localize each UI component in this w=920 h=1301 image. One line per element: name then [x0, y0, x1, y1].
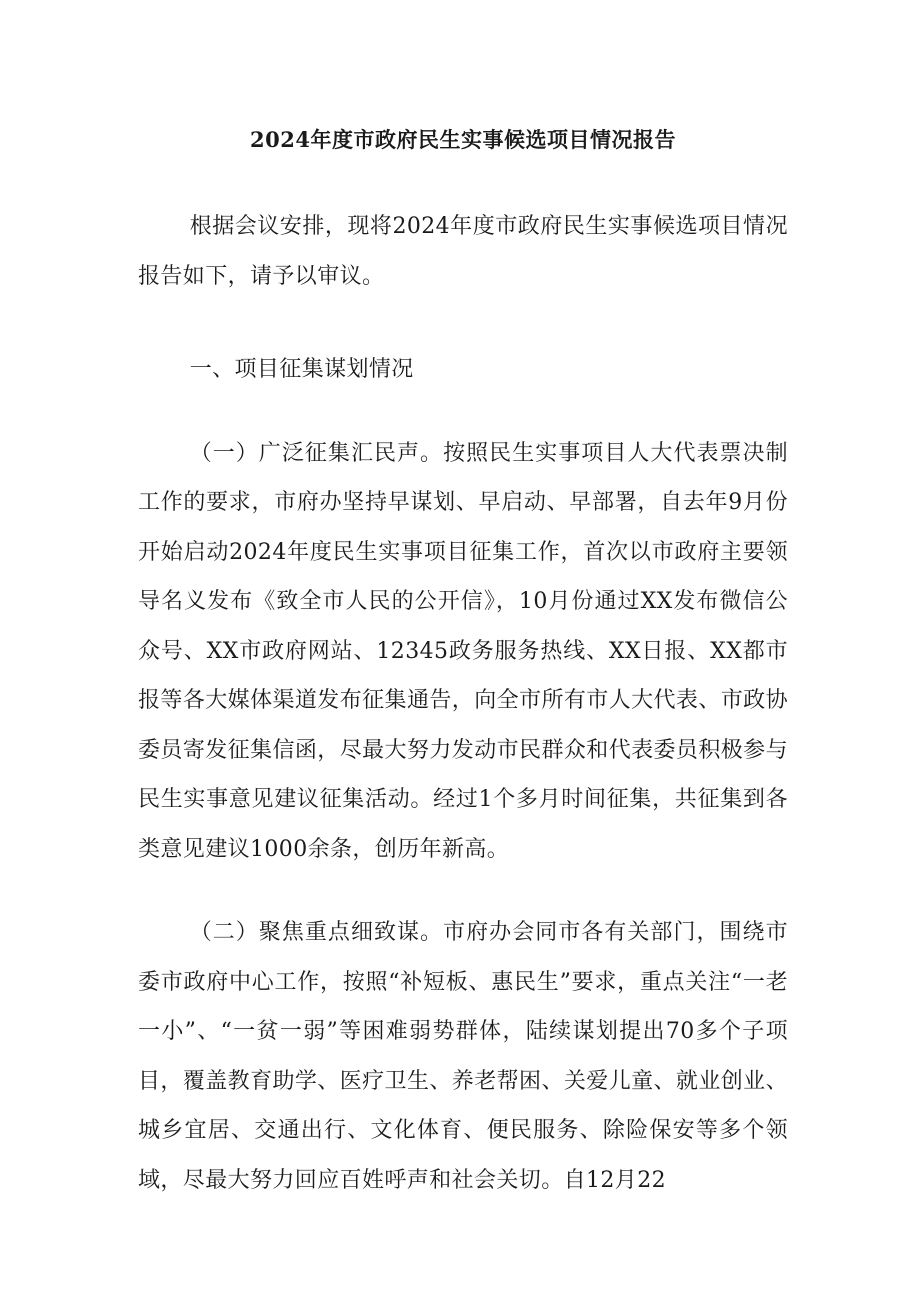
intro-paragraph: 根据会议安排，现将2024年度市政府民生实事候选项目情况报告如下，请予以审议。	[138, 214, 788, 289]
document-title: 2024年度市政府民生实事候选项目情况报告	[250, 127, 676, 152]
subsection-paragraph-one: （一）广泛征集汇民声。按照民生实事项目人大代表票决制工作的要求，市府办坚持早谋划、早启动、早部署，自去年9月份开始启动2024年度民生实事项目征集工作，首次以市政府主要领导名义发布《致全市人民的公开信》，10月份通过XX发布微信公众号、XX市政府网站、12345政务服务热线、XX日报、XX都市报等各大媒体渠道发布征集通告，向全市所有市人大代表、市政协委员寄发征集信函，尽最大努力发动市民群众和代表委员积极参与民生实事意见建议征集活动。经过1个多月时间征集，共征集到各类意见建议1000余条，创历年新高。	[138, 440, 788, 862]
section-heading-one: 一、项目征集谋划情况	[189, 357, 414, 382]
subsection-paragraph-two: （二）聚焦重点细致谋。市府办会同市各有关部门，围绕市委市政府中心工作，按照“补短板、惠民生”要求，重点关注“一老一小”、“一贫一弱”等困难弱势群体，陆续谋划提出70多个子项目，覆盖教育助学、医疗卫生、养老帮困、关爱儿童、就业创业、城乡宜居、交通出行、文化体育、便民服务、除险保安等多个领域，尽最大努力回应百姓呼声和社会关切。自12月22	[138, 920, 788, 1193]
